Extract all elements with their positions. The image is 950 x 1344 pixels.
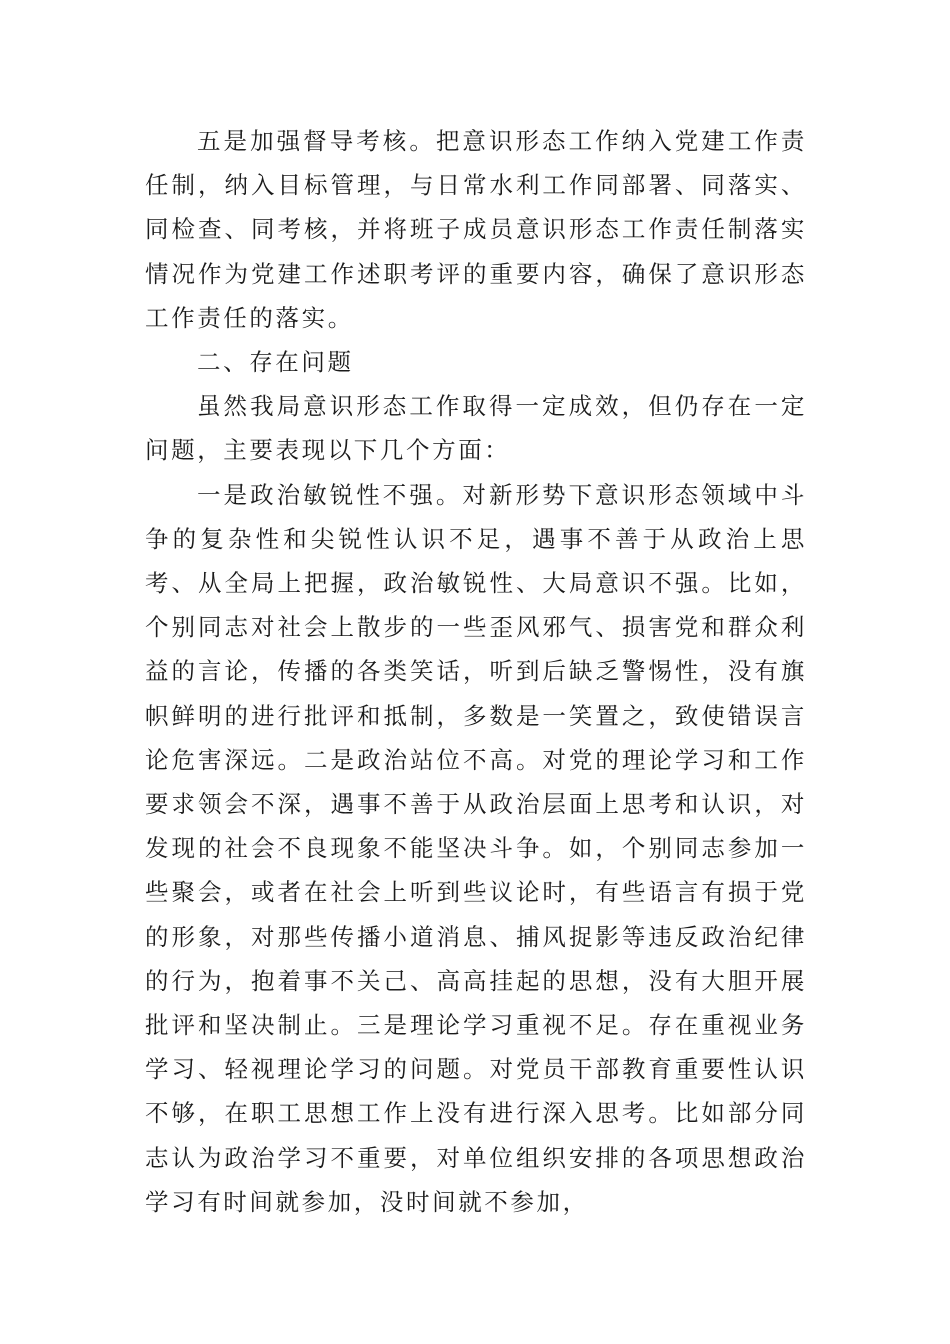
- paragraph-problems: [145, 473, 807, 1224]
- paragraph-body: 对新形势下意识形态领域中斗争的复杂性和尖锐性认识不足，遇事不善于从政治上思考、从全局上把握，政治敏锐性、大局意识不强。比如，个别同志对社会上散步的一些歪风邪气、损害党和群众利益的言论，传播的各类笑话，听到后缺乏警惕性，没有旗帜鲜明的进行批评和抵制，多数是一笑置之，致使错误言论危害深远。二是政治站位不高。对党的理论学习和工作要求领会不深，遇事不善于从政治层面上思考和认识，对发现的社会不良现象不能坚决斗争。如，个别同志参加一些聚会，或者在社会上听到些议论时，有些语言有损于党的形象，对那些传播小道消息、捕风捉影等违反政治纪律的行为，抱着事不关己、高高挂起的思想，没有大胆开展批评和坚决制止。三是理论学习重视不足。存在重视业务学习、轻视理论学习的问题。对党员干部教育重要性认识不够，在职工思想工作上没有进行深入思考。比如部分同志认为政治学习不重要，对单位组织安排的各项思想政治学习有时间就参加，没时间就不参加，: [145, 480, 807, 1216]
- paragraph-intro: 虽然我局意识形态工作取得一定成效，但仍存在一定问题，主要表现以下几个方面：: [145, 392, 807, 465]
- paragraph-lead: 一是政治敏锐性不强。: [197, 480, 463, 509]
- paragraph-lead: 五是加强督导考核。: [197, 127, 436, 155]
- paragraph-body: 把意识形态工作纳入党建工作责任制，纳入目标管理，与日常水利工作同部署、同落实、同检查、同考核，并将班子成员意识形态工作责任制落实情况作为党建工作述职考评的重要内容，确保了意识形态工作责任的落实。: [145, 127, 807, 332]
- section-heading: 二、存在问题: [197, 348, 354, 377]
- document-body: [145, 119, 807, 1224]
- paragraph-supervision: [145, 119, 807, 340]
